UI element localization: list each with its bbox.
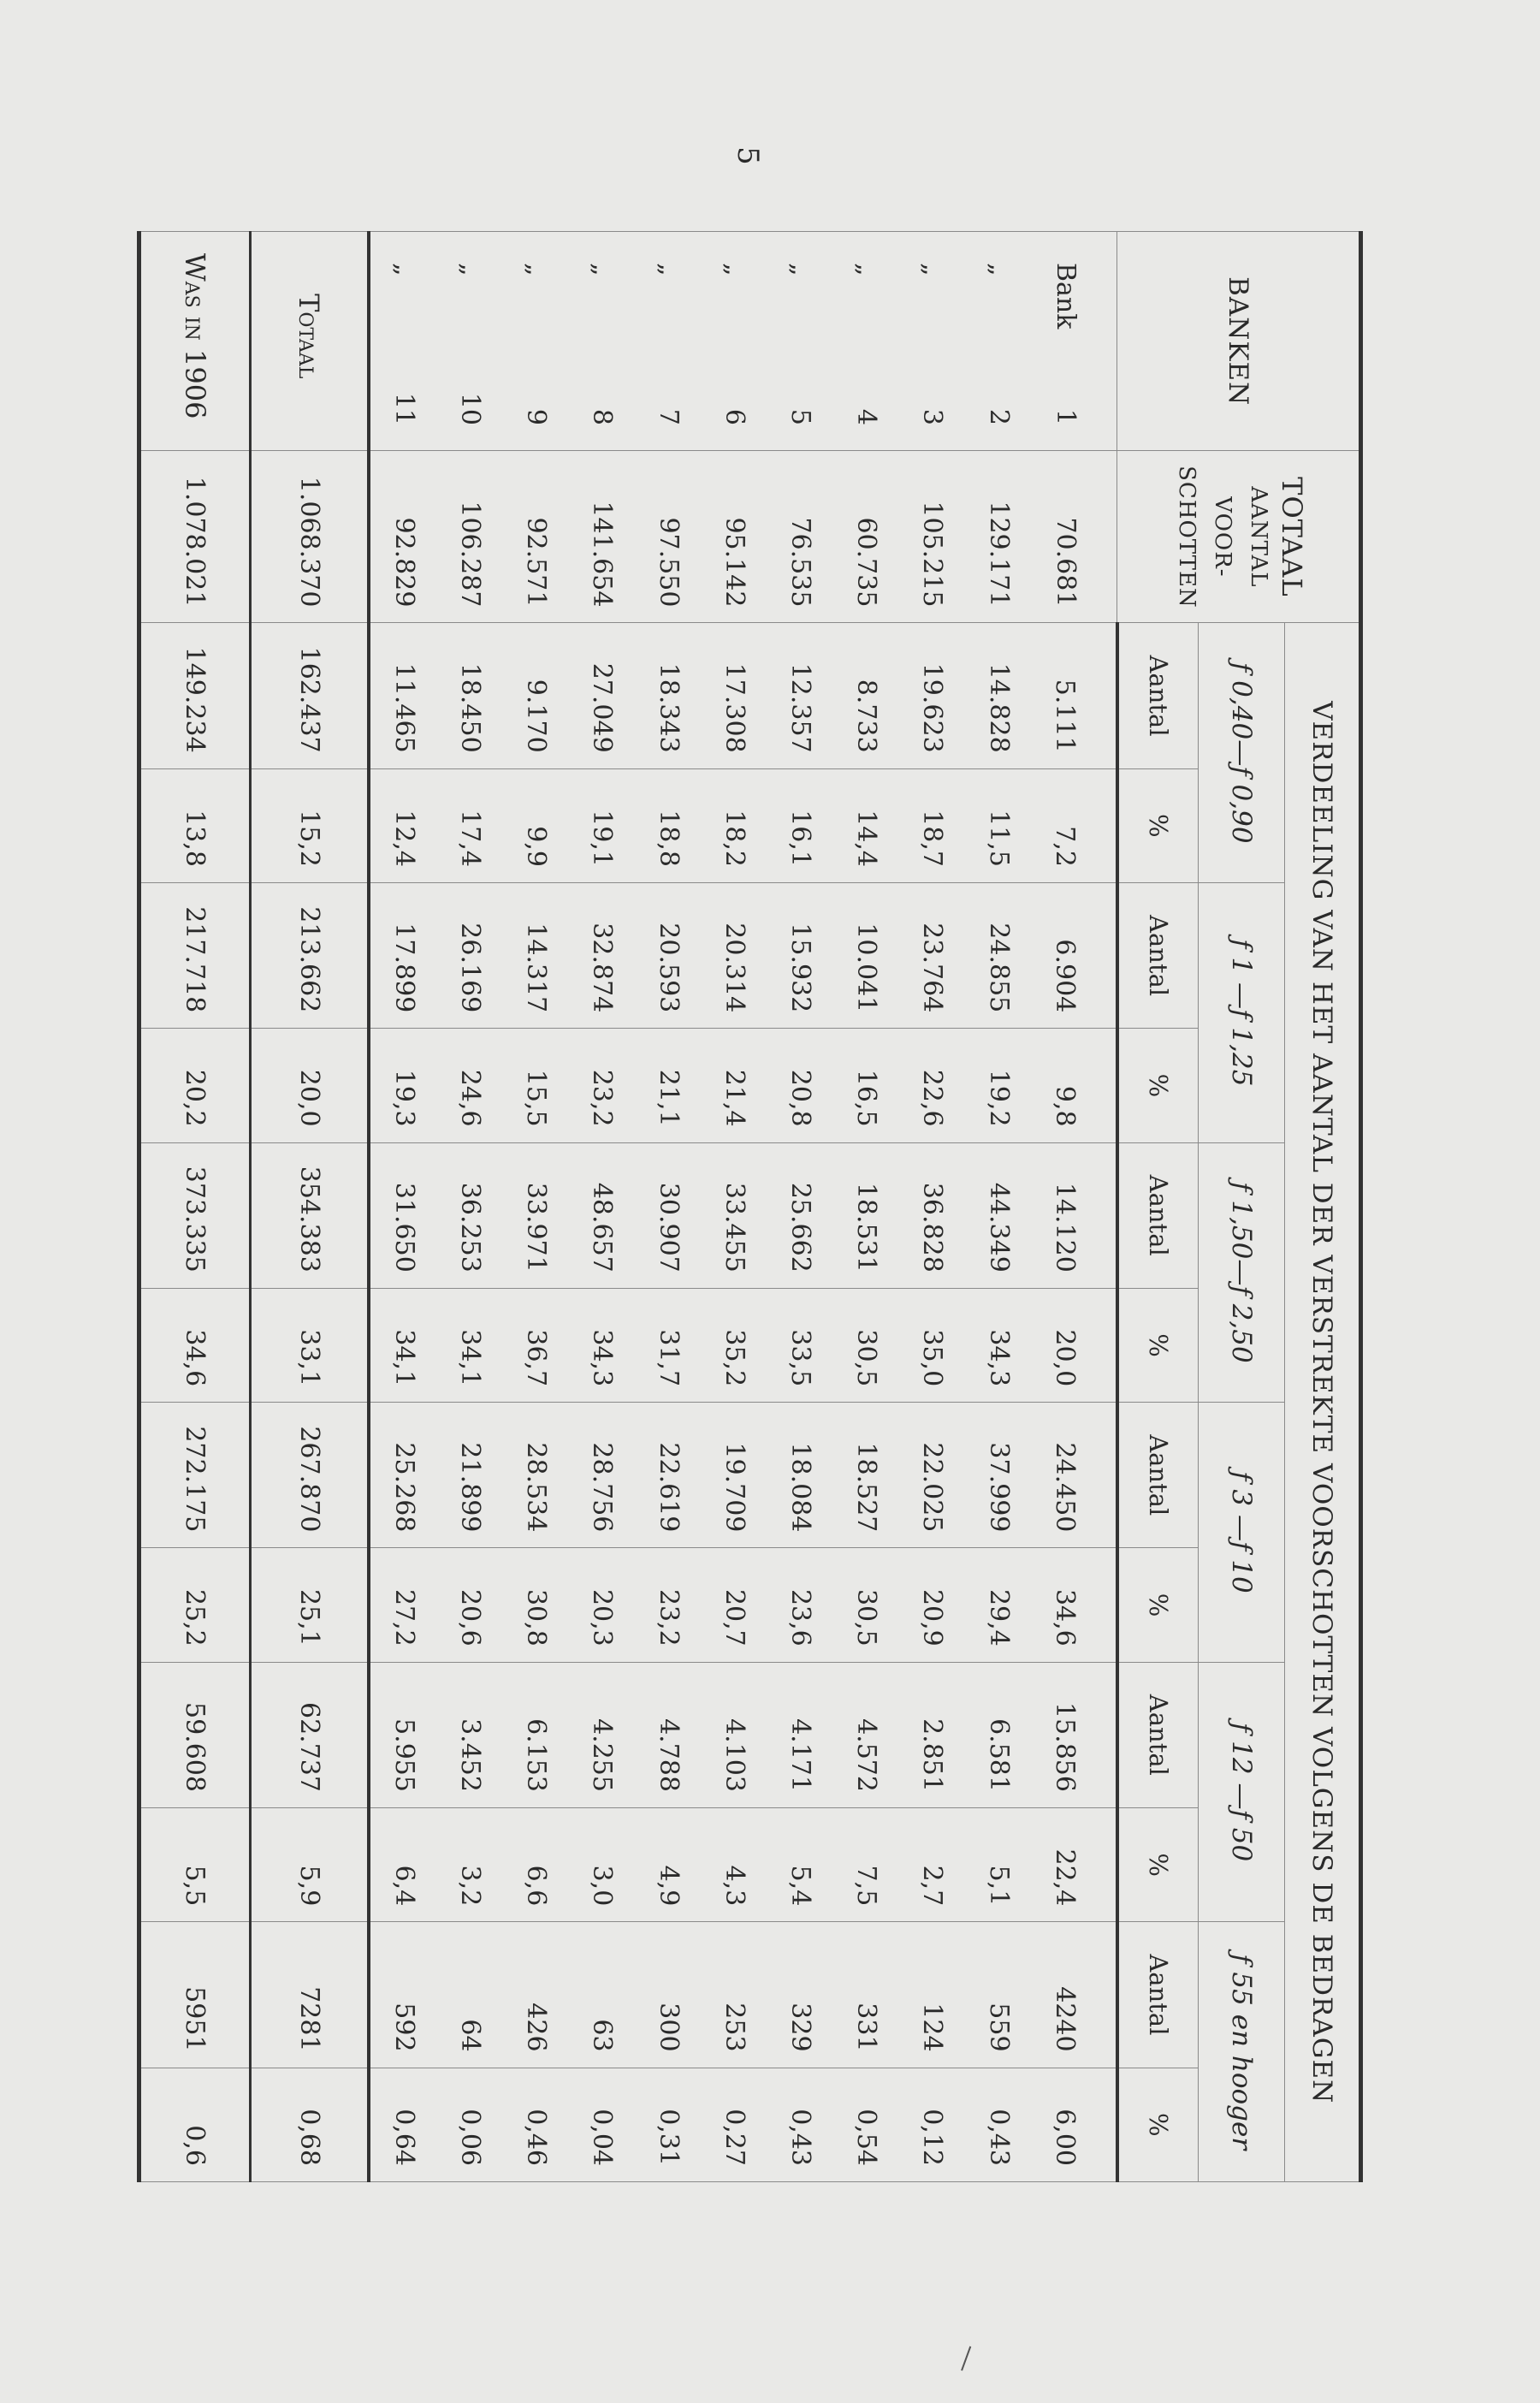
percent-cell: 35,0 bbox=[899, 1288, 965, 1402]
aantal-cell: 11.465 bbox=[369, 623, 436, 768]
percent-cell: 3,0 bbox=[569, 1807, 635, 1921]
percent-subheader: % bbox=[1117, 1807, 1199, 1921]
table-row bbox=[899, 232, 965, 2182]
aantal-cell: 31.650 bbox=[369, 1142, 436, 1288]
totaal-cell: 60.735 bbox=[833, 451, 899, 623]
totaal-cell: 105.215 bbox=[899, 451, 965, 623]
range-header: ƒ 1 —ƒ 1,25 bbox=[1199, 883, 1285, 1143]
table-row bbox=[503, 232, 569, 2182]
bank-number: 10 bbox=[454, 392, 485, 425]
percent-cell: 19,3 bbox=[369, 1029, 436, 1142]
table-row bbox=[369, 232, 436, 2182]
percent-cell: 22,4 bbox=[1032, 1807, 1117, 1921]
totaal-sub-1: AANTAL bbox=[1245, 486, 1271, 588]
percent-cell: 23,2 bbox=[569, 1029, 635, 1142]
percent-cell: 15,5 bbox=[503, 1029, 569, 1142]
bank-label bbox=[369, 232, 436, 451]
aantal-cell: 149.234 bbox=[139, 623, 251, 768]
bank-prefix: „ bbox=[785, 263, 815, 276]
percent-cell: 12,4 bbox=[369, 768, 436, 882]
percent-cell: 34,1 bbox=[437, 1288, 503, 1402]
percent-cell: 2,7 bbox=[899, 1807, 965, 1921]
bank-prefix: „ bbox=[388, 263, 419, 276]
aantal-cell: 272.175 bbox=[139, 1403, 251, 1548]
aantal-cell: 162.437 bbox=[250, 623, 369, 768]
bank-number: 6 bbox=[719, 408, 749, 425]
aantal-cell: 14.120 bbox=[1032, 1142, 1117, 1288]
bank-number: 11 bbox=[388, 392, 419, 425]
aantal-cell: 37.999 bbox=[966, 1403, 1032, 1548]
percent-cell: 13,8 bbox=[139, 768, 251, 882]
percent-cell: 6,00 bbox=[1032, 2068, 1117, 2181]
percent-subheader: % bbox=[1117, 1029, 1199, 1142]
bank-number: 8 bbox=[587, 408, 618, 425]
totaal-cell: 141.654 bbox=[569, 451, 635, 623]
aantal-cell: 64 bbox=[437, 1922, 503, 2068]
totaal-cell: 1.068.370 bbox=[250, 451, 369, 623]
totaal-row bbox=[250, 232, 369, 2182]
range-header: ƒ 3 —ƒ 10 bbox=[1199, 1403, 1285, 1663]
percent-cell: 6,6 bbox=[503, 1807, 569, 1921]
aantal-cell: 592 bbox=[369, 1922, 436, 2068]
percent-cell: 4,9 bbox=[635, 1807, 701, 1921]
percent-cell: 33,5 bbox=[767, 1288, 833, 1402]
percent-cell: 34,1 bbox=[369, 1288, 436, 1402]
distribution-table bbox=[137, 231, 1363, 2182]
totaal-cell: 76.535 bbox=[767, 451, 833, 623]
percent-cell: 24,6 bbox=[437, 1029, 503, 1142]
aantal-cell: 36.253 bbox=[437, 1142, 503, 1288]
totaal-header bbox=[1117, 451, 1361, 623]
percent-cell: 30,5 bbox=[833, 1288, 899, 1402]
percent-subheader: % bbox=[1117, 1548, 1199, 1662]
percent-cell: 0,6 bbox=[139, 2068, 251, 2181]
aantal-subheader: Aantal bbox=[1117, 1922, 1199, 2068]
bank-label bbox=[702, 232, 767, 451]
totaal-cell: 92.829 bbox=[369, 451, 436, 623]
percent-cell: 11,5 bbox=[966, 768, 1032, 882]
bank-number: 5 bbox=[785, 408, 815, 425]
percent-cell: 5,4 bbox=[767, 1807, 833, 1921]
aantal-cell: 559 bbox=[966, 1922, 1032, 2068]
aantal-subheader: Aantal bbox=[1117, 1142, 1199, 1288]
percent-cell: 0,04 bbox=[569, 2068, 635, 2181]
bank-prefix: „ bbox=[521, 263, 552, 276]
percent-cell: 0,54 bbox=[833, 2068, 899, 2181]
percent-cell: 19,2 bbox=[966, 1029, 1032, 1142]
totaal-cell: 97.550 bbox=[635, 451, 701, 623]
percent-cell: 17,4 bbox=[437, 768, 503, 882]
percent-cell: 9,8 bbox=[1032, 1029, 1117, 1142]
percent-cell: 20,8 bbox=[767, 1029, 833, 1142]
percent-cell: 0,43 bbox=[966, 2068, 1032, 2181]
bank-label bbox=[899, 232, 965, 451]
bank-prefix: „ bbox=[917, 263, 948, 276]
percent-cell: 20,3 bbox=[569, 1548, 635, 1662]
aantal-cell: 24.450 bbox=[1032, 1403, 1117, 1548]
percent-cell: 20,9 bbox=[899, 1548, 965, 1662]
aantal-cell: 22.619 bbox=[635, 1403, 701, 1548]
percent-cell: 0,27 bbox=[702, 2068, 767, 2181]
aantal-subheader: Aantal bbox=[1117, 883, 1199, 1029]
aantal-cell: 18.531 bbox=[833, 1142, 899, 1288]
percent-cell: 7,2 bbox=[1032, 768, 1117, 882]
aantal-cell: 15.932 bbox=[767, 883, 833, 1029]
bank-prefix: „ bbox=[653, 263, 684, 276]
bank-label bbox=[635, 232, 701, 451]
bank-number: 4 bbox=[851, 408, 882, 425]
was-row-label: Was in 1906 bbox=[139, 232, 251, 451]
percent-cell: 5,5 bbox=[139, 1807, 251, 1921]
bank-number: 3 bbox=[917, 408, 948, 425]
aantal-cell: 18.343 bbox=[635, 623, 701, 768]
aantal-cell: 4.788 bbox=[635, 1662, 701, 1807]
aantal-subheader: Aantal bbox=[1117, 623, 1199, 768]
percent-cell: 14,4 bbox=[833, 768, 899, 882]
aantal-cell: 373.335 bbox=[139, 1142, 251, 1288]
totaal-cell: 1.078.021 bbox=[139, 451, 251, 623]
percent-cell: 21,4 bbox=[702, 1029, 767, 1142]
aantal-cell: 5.955 bbox=[369, 1662, 436, 1807]
aantal-cell: 8.733 bbox=[833, 623, 899, 768]
percent-cell: 0,43 bbox=[767, 2068, 833, 2181]
aantal-cell: 6.153 bbox=[503, 1662, 569, 1807]
bank-number: 9 bbox=[521, 408, 552, 425]
percent-cell: 33,1 bbox=[250, 1288, 369, 1402]
percent-cell: 5,9 bbox=[250, 1807, 369, 1921]
was-row bbox=[139, 232, 251, 2182]
aantal-cell: 27.049 bbox=[569, 623, 635, 768]
percent-cell: 31,7 bbox=[635, 1288, 701, 1402]
percent-cell: 30,8 bbox=[503, 1548, 569, 1662]
aantal-cell: 20.314 bbox=[702, 883, 767, 1029]
totaal-cell: 106.287 bbox=[437, 451, 503, 623]
percent-cell: 18,2 bbox=[702, 768, 767, 882]
percent-cell: 7,5 bbox=[833, 1807, 899, 1921]
table-row bbox=[1032, 232, 1117, 2182]
range-header: ƒ 1,50—ƒ 2,50 bbox=[1199, 1142, 1285, 1403]
bank-prefix: „ bbox=[719, 263, 749, 276]
percent-cell: 16,1 bbox=[767, 768, 833, 882]
range-header: ƒ 0,40—ƒ 0,90 bbox=[1199, 623, 1285, 883]
aantal-cell: 18.084 bbox=[767, 1403, 833, 1548]
aantal-cell: 300 bbox=[635, 1922, 701, 2068]
percent-cell: 0,31 bbox=[635, 2068, 701, 2181]
bank-label bbox=[503, 232, 569, 451]
percent-cell: 20,0 bbox=[250, 1029, 369, 1142]
percent-cell: 0,46 bbox=[503, 2068, 569, 2181]
bank-label bbox=[1032, 232, 1117, 451]
aantal-cell: 36.828 bbox=[899, 1142, 965, 1288]
percent-cell: 30,5 bbox=[833, 1548, 899, 1662]
percent-cell: 5,1 bbox=[966, 1807, 1032, 1921]
percent-cell: 19,1 bbox=[569, 768, 635, 882]
percent-cell: 18,7 bbox=[899, 768, 965, 882]
aantal-cell: 19.623 bbox=[899, 623, 965, 768]
aantal-cell: 14.317 bbox=[503, 883, 569, 1029]
aantal-cell: 33.971 bbox=[503, 1142, 569, 1288]
bank-label bbox=[767, 232, 833, 451]
totaal-header-label: TOTAAL bbox=[1275, 477, 1308, 597]
percent-cell: 23,6 bbox=[767, 1548, 833, 1662]
table-row bbox=[437, 232, 503, 2182]
aantal-cell: 331 bbox=[833, 1922, 899, 2068]
banken-header: BANKEN bbox=[1117, 232, 1361, 451]
aantal-cell: 22.025 bbox=[899, 1403, 965, 1548]
aantal-cell: 253 bbox=[702, 1922, 767, 2068]
percent-cell: 29,4 bbox=[966, 1548, 1032, 1662]
aantal-cell: 213.662 bbox=[250, 883, 369, 1029]
percent-cell: 23,2 bbox=[635, 1548, 701, 1662]
aantal-cell: 17.899 bbox=[369, 883, 436, 1029]
bank-prefix: „ bbox=[851, 263, 882, 276]
aantal-cell: 20.593 bbox=[635, 883, 701, 1029]
percent-cell: 22,6 bbox=[899, 1029, 965, 1142]
aantal-cell: 14.828 bbox=[966, 623, 1032, 768]
aantal-cell: 10.041 bbox=[833, 883, 899, 1029]
margin-pencil-mark bbox=[961, 2347, 976, 2373]
aantal-cell: 44.349 bbox=[966, 1142, 1032, 1288]
table-row bbox=[635, 232, 701, 2182]
page-number: 5 bbox=[731, 146, 765, 165]
aantal-subheader: Aantal bbox=[1117, 1403, 1199, 1548]
bank-label bbox=[437, 232, 503, 451]
aantal-cell: 9.170 bbox=[503, 623, 569, 768]
percent-cell: 0,06 bbox=[437, 2068, 503, 2181]
bank-label bbox=[966, 232, 1032, 451]
table-row bbox=[966, 232, 1032, 2182]
aantal-subheader: Aantal bbox=[1117, 1662, 1199, 1807]
percent-cell: 34,6 bbox=[1032, 1548, 1117, 1662]
percent-cell: 20,0 bbox=[1032, 1288, 1117, 1402]
percent-cell: 18,8 bbox=[635, 768, 701, 882]
aantal-cell: 23.764 bbox=[899, 883, 965, 1029]
bank-prefix: „ bbox=[454, 263, 485, 276]
bank-number: 1 bbox=[1051, 408, 1081, 425]
percent-cell: 16,5 bbox=[833, 1029, 899, 1142]
aantal-cell: 217.718 bbox=[139, 883, 251, 1029]
aantal-cell: 329 bbox=[767, 1922, 833, 2068]
percent-subheader: % bbox=[1117, 1288, 1199, 1402]
bank-prefix: „ bbox=[587, 263, 618, 276]
aantal-cell: 4.171 bbox=[767, 1662, 833, 1807]
percent-cell: 20,2 bbox=[139, 1029, 251, 1142]
percent-subheader: % bbox=[1117, 2068, 1199, 2181]
aantal-cell: 267.870 bbox=[250, 1403, 369, 1548]
totaal-cell: 129.171 bbox=[966, 451, 1032, 623]
aantal-cell: 5.111 bbox=[1032, 623, 1117, 768]
aantal-cell: 25.662 bbox=[767, 1142, 833, 1288]
percent-cell: 20,6 bbox=[437, 1548, 503, 1662]
table-row bbox=[767, 232, 833, 2182]
aantal-cell: 15.856 bbox=[1032, 1662, 1117, 1807]
aantal-cell: 18.527 bbox=[833, 1403, 899, 1548]
aantal-cell: 6.904 bbox=[1032, 883, 1117, 1029]
aantal-cell: 18.450 bbox=[437, 623, 503, 768]
aantal-cell: 4240 bbox=[1032, 1922, 1117, 2068]
aantal-cell: 30.907 bbox=[635, 1142, 701, 1288]
aantal-cell: 3.452 bbox=[437, 1662, 503, 1807]
aantal-cell: 426 bbox=[503, 1922, 569, 2068]
aantal-cell: 63 bbox=[569, 1922, 635, 2068]
aantal-cell: 26.169 bbox=[437, 883, 503, 1029]
aantal-cell: 59.608 bbox=[139, 1662, 251, 1807]
percent-cell: 34,6 bbox=[139, 1288, 251, 1402]
percent-cell: 36,7 bbox=[503, 1288, 569, 1402]
aantal-cell: 28.756 bbox=[569, 1403, 635, 1548]
distribution-table-wrapper bbox=[137, 231, 1363, 2182]
bank-prefix: „ bbox=[983, 263, 1014, 276]
aantal-cell: 12.357 bbox=[767, 623, 833, 768]
aantal-cell: 4.572 bbox=[833, 1662, 899, 1807]
aantal-cell: 28.534 bbox=[503, 1403, 569, 1548]
bank-prefix: Bank bbox=[1051, 263, 1081, 329]
percent-cell: 0,12 bbox=[899, 2068, 965, 2181]
aantal-cell: 354.383 bbox=[250, 1142, 369, 1288]
aantal-cell: 2.851 bbox=[899, 1662, 965, 1807]
aantal-cell: 48.657 bbox=[569, 1142, 635, 1288]
percent-cell: 25,2 bbox=[139, 1548, 251, 1662]
aantal-cell: 17.308 bbox=[702, 623, 767, 768]
bank-label bbox=[833, 232, 899, 451]
aantal-cell: 19.709 bbox=[702, 1403, 767, 1548]
range-header: ƒ 55 en hooger bbox=[1199, 1922, 1285, 2182]
aantal-cell: 32.874 bbox=[569, 883, 635, 1029]
bank-label bbox=[569, 232, 635, 451]
percent-cell: 0,64 bbox=[369, 2068, 436, 2181]
percent-cell: 15,2 bbox=[250, 768, 369, 882]
aantal-cell: 7281 bbox=[250, 1922, 369, 2068]
percent-cell: 34,3 bbox=[966, 1288, 1032, 1402]
percent-cell: 27,2 bbox=[369, 1548, 436, 1662]
aantal-cell: 33.455 bbox=[702, 1142, 767, 1288]
aantal-cell: 21.899 bbox=[437, 1403, 503, 1548]
aantal-cell: 62.737 bbox=[250, 1662, 369, 1807]
totaal-cell: 95.142 bbox=[702, 451, 767, 623]
percent-cell: 0,68 bbox=[250, 2068, 369, 2181]
aantal-cell: 124 bbox=[899, 1922, 965, 2068]
aantal-cell: 5951 bbox=[139, 1922, 251, 2068]
percent-cell: 21,1 bbox=[635, 1029, 701, 1142]
aantal-cell: 24.855 bbox=[966, 883, 1032, 1029]
percent-cell: 20,7 bbox=[702, 1548, 767, 1662]
range-header: ƒ 12 —ƒ 50 bbox=[1199, 1662, 1285, 1922]
totaal-sub-2: VOOR- bbox=[1210, 496, 1236, 578]
table-row bbox=[569, 232, 635, 2182]
totaal-cell: 70.681 bbox=[1032, 451, 1117, 623]
percent-cell: 6,4 bbox=[369, 1807, 436, 1921]
percent-cell: 35,2 bbox=[702, 1288, 767, 1402]
aantal-cell: 25.268 bbox=[369, 1403, 436, 1548]
totaal-row-label: Totaal bbox=[250, 232, 369, 451]
aantal-cell: 6.581 bbox=[966, 1662, 1032, 1807]
percent-cell: 25,1 bbox=[250, 1548, 369, 1662]
table-row bbox=[702, 232, 767, 2182]
bank-number: 7 bbox=[653, 408, 684, 425]
table-title: VERDEELING VAN HET AANTAL DER VERSTREKTE VOORSCHOTTEN VOLGENS DE BEDRAGEN bbox=[1285, 623, 1361, 2182]
aantal-cell: 4.255 bbox=[569, 1662, 635, 1807]
table-row bbox=[833, 232, 899, 2182]
aantal-cell: 4.103 bbox=[702, 1662, 767, 1807]
percent-cell: 4,3 bbox=[702, 1807, 767, 1921]
percent-subheader: % bbox=[1117, 768, 1199, 882]
percent-cell: 9,9 bbox=[503, 768, 569, 882]
totaal-sub-3: SCHOTTEN bbox=[1174, 466, 1200, 608]
totaal-cell: 92.571 bbox=[503, 451, 569, 623]
percent-cell: 34,3 bbox=[569, 1288, 635, 1402]
bank-number: 2 bbox=[983, 408, 1014, 425]
percent-cell: 3,2 bbox=[437, 1807, 503, 1921]
